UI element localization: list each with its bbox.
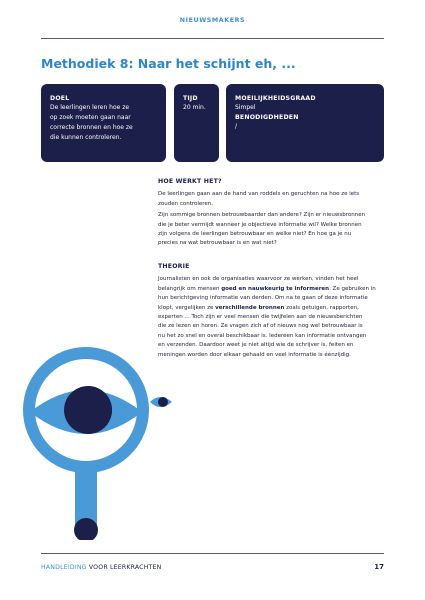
footer-accent: HANDLEIDING bbox=[41, 564, 87, 571]
benodigdheden-value: / bbox=[235, 123, 238, 130]
text-line: precies na wat betrouwbaar is en wat niet? bbox=[158, 240, 277, 247]
moeilijkheid-value: Simpel bbox=[235, 104, 256, 111]
text-line: zoals getuigen, rapporten, bbox=[284, 304, 359, 311]
text-line: Journalisten en ook de organisaties waarvoor ze werken, vinden het heel bbox=[158, 276, 359, 283]
footer-divider bbox=[41, 553, 384, 554]
tijd-value: 20 min. bbox=[183, 104, 206, 111]
hoe-werkt-het-paragraph-2 bbox=[158, 211, 384, 249]
hoe-werkt-het-section bbox=[158, 177, 384, 251]
magnifier-eye-illustration bbox=[0, 340, 190, 540]
theorie-section bbox=[158, 262, 384, 362]
text-line: klopt, vergelijken ze bbox=[158, 304, 216, 311]
theorie-heading: THEORIE bbox=[158, 263, 190, 270]
text-line: en verzenden. Daardoor weet je niet altijd wie de schrijver is, feiten en bbox=[158, 342, 354, 349]
footer-title bbox=[41, 564, 161, 571]
moeilijkheid-box bbox=[226, 84, 384, 162]
text-line: die je beter vermijdt wanneer je objectieve informatie wil? Welke bronnen bbox=[158, 221, 362, 228]
text-line: experten ... Toch zijn er veel mensen die twijfelen aan de nieuwsberichten bbox=[158, 314, 363, 321]
moeilijkheid-label: MOEILIJKHEIDSGRAAD bbox=[235, 95, 316, 102]
text-line: nu het zo snel en overal beschikbaar is. Iedereen kan informatie ontvangen bbox=[158, 332, 367, 339]
text-line: hun berichtgeving informatie van derden. Om na te gaan of deze informatie bbox=[158, 295, 368, 302]
doel-text bbox=[50, 103, 157, 143]
theorie-paragraph bbox=[158, 275, 384, 360]
doel-line: De leerlingen leren hoe ze bbox=[50, 104, 130, 111]
text-line: meningen worden door elkaar gehaald en veel informatie is éénzijdig. bbox=[158, 351, 351, 358]
footer-rest: VOOR LEERKRACHTEN bbox=[86, 564, 162, 571]
text-line: Zijn sommige bronnen betrouwbaarder dan andere? Zijn er nieuwsbronnen bbox=[158, 212, 366, 219]
doel-line: die kunnen controleren. bbox=[50, 134, 122, 141]
small-eye-pupil bbox=[158, 397, 168, 407]
section-header: NIEUWSMAKERS bbox=[179, 17, 246, 24]
bold-phrase: verschillende bronnen bbox=[215, 304, 285, 311]
doel-line: correcte bronnen en hoe ze bbox=[50, 124, 133, 131]
text-line: die ze lezen en horen. Ze vragen zich af of nieuws nog wel betrouwbaar is bbox=[158, 323, 363, 330]
text-line: zouden controleren. bbox=[158, 200, 214, 207]
doel-line: op zoek moeten gaan naar bbox=[50, 114, 131, 121]
text-line: De leerlingen gaan aan de hand van roddels en geruchten na hoe ze iets bbox=[158, 191, 360, 198]
benodigdheden-label: BENODIGDHEDEN bbox=[235, 114, 299, 121]
hoe-werkt-het-heading: HOE WERKT HET? bbox=[158, 178, 222, 185]
bold-phrase: goed en nauwkeurig te informeren bbox=[221, 285, 330, 292]
doel-box bbox=[41, 84, 166, 162]
tijd-box bbox=[174, 84, 219, 162]
hoe-werkt-het-paragraph-1 bbox=[158, 190, 384, 209]
header-divider bbox=[41, 38, 384, 39]
text-line: belangrijk om mensen bbox=[158, 285, 222, 292]
text-line: . Ze gebruiken in bbox=[329, 285, 376, 292]
page-number: 17 bbox=[374, 563, 384, 571]
page-title: Methodiek 8: Naar het schijnt eh, ... bbox=[41, 56, 296, 71]
text-line: zijn volgens de leerlingen betrouwbaar en welke niet? En hoe ga je nu bbox=[158, 231, 352, 238]
tijd-label: TIJD bbox=[183, 95, 198, 102]
doel-label: DOEL bbox=[50, 95, 70, 102]
